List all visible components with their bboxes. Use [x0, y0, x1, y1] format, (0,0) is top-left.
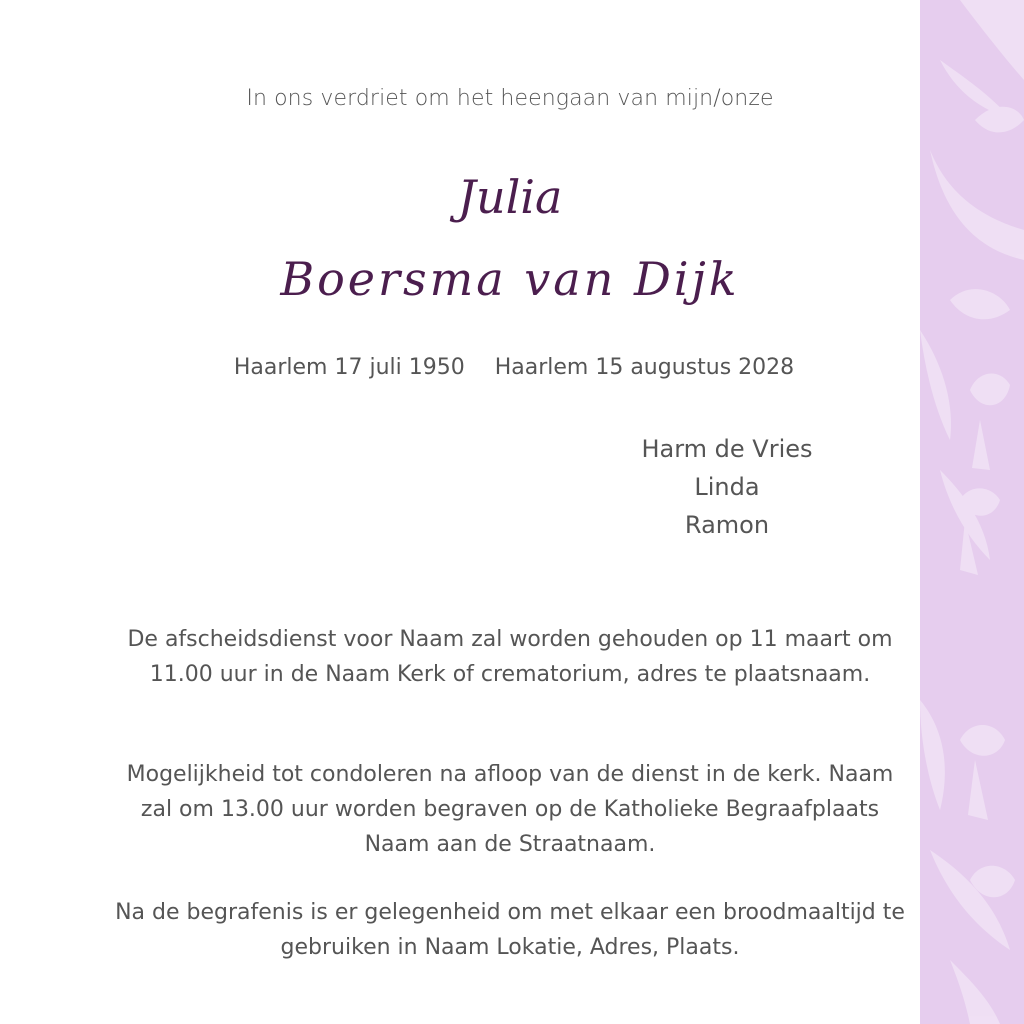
service-paragraph: De afscheidsdienst voor Naam zal worden gehouden op 11 maart om 11.00 uur in de Naam Kerk of crematorium, adres te plaatsnaam.: [127, 627, 893, 687]
birth-date: Haarlem 17 juli 1950: [233, 355, 465, 380]
intro-line: In ons verdriet om het heengaan van mijn/onze: [246, 86, 774, 111]
condolence-paragraph: Mogelijkheid tot condoleren na afloop van de dienst in de kerk. Naam zal om 13.00 uur worden begraven op de Katholieke Begraafplaats Naam aan de Straatnaam.: [126, 762, 894, 857]
life-dates: [0, 355, 1024, 380]
signers-list: [620, 430, 834, 544]
reception-paragraph: Na de begrafenis is er gelegenheid om met elkaar een broodmaaltijd te gebruiken in Naam Lokatie, Adres, Plaats.: [115, 900, 905, 960]
signer-name: Ramon: [684, 511, 770, 539]
deceased-last-name: Boersma van Dijk: [280, 252, 740, 306]
signer-name: Linda: [694, 473, 760, 501]
floral-pattern-icon: [920, 0, 1024, 1024]
death-date: Haarlem 15 augustus 2028: [494, 355, 795, 380]
signer-name: Harm de Vries: [641, 435, 813, 463]
floral-side-panel: [920, 0, 1024, 1024]
deceased-first-name: Julia: [457, 170, 563, 224]
